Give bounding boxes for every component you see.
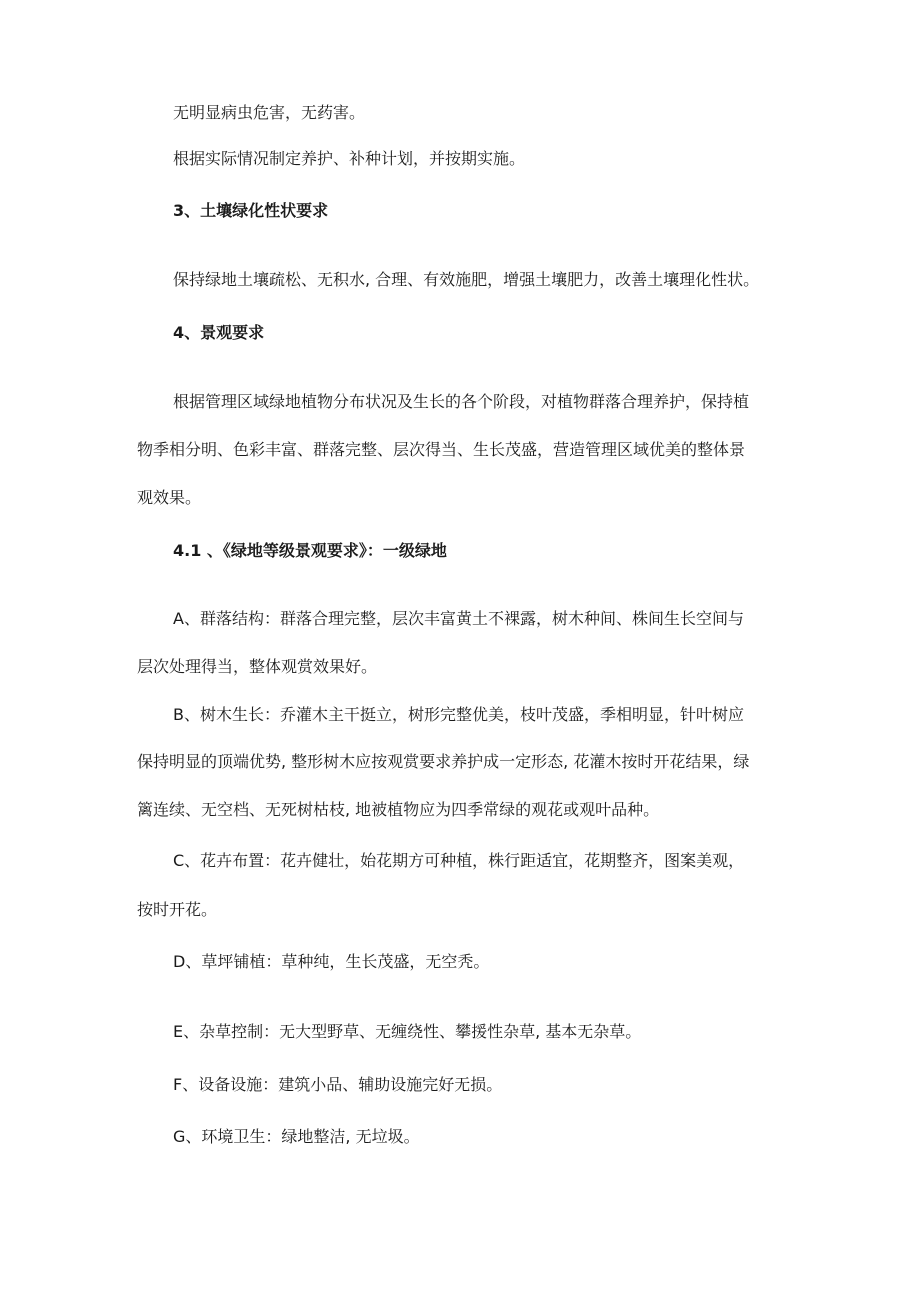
heading-soil-requirements: 3、土壤绿化性状要求 <box>173 201 329 220</box>
heading-first-grade-greenbelt: 4.1 、《绿地等级景观要求》：一级绿地 <box>173 541 447 560</box>
item-g: G、环境卫生：绿地整洁, 无垃圾。 <box>173 1127 420 1146</box>
item-d: D、草坪铺植：草种纯，生长茂盛，无空秃。 <box>173 952 490 971</box>
paragraph-pest-control: 无明显病虫危害，无药害。 <box>173 103 366 122</box>
item-b-line-3: 篱连续、无空档、无死树枯枝, 地被植物应为四季常绿的观花或观叶品种。 <box>137 800 660 819</box>
paragraph-maintenance-plan: 根据实际情况制定养护、补种计划，并按期实施。 <box>173 149 526 168</box>
paragraph-landscape-line-3: 观效果。 <box>137 488 202 507</box>
heading-landscape-requirements: 4、景观要求 <box>173 323 265 342</box>
item-c-line-1: C、花卉布置：花卉健壮，始花期方可种植，株行距适宜，花期整齐，图案美观， <box>173 851 745 870</box>
paragraph-landscape-line-1: 根据管理区域绿地植物分布状况及生长的各个阶段，对植物群落合理养护，保持植 <box>173 392 750 411</box>
item-b-line-1: B、树木生长：乔灌木主干挺立，树形完整优美，枝叶茂盛，季相明显，针叶树应 <box>173 705 744 724</box>
item-b-line-2: 保持明显的顶端优势, 整形树木应按观赏要求养护成一定形态, 花灌木按时开花结果，绿 <box>137 752 750 771</box>
paragraph-soil: 保持绿地土壤疏松、无积水, 合理、有效施肥，增强土壤肥力，改善土壤理化性状。 <box>173 270 760 289</box>
paragraph-landscape-line-2: 物季相分明、色彩丰富、群落完整、层次得当、生长茂盛，营造管理区域优美的整体景 <box>137 440 746 459</box>
item-a-line-2: 层次处理得当，整体观赏效果好。 <box>137 657 378 676</box>
item-f: F、设备设施：建筑小品、辅助设施完好无损。 <box>173 1075 503 1094</box>
item-a-line-1: A、群落结构：群落合理完整，层次丰富黄土不裸露，树木种间、株间生长空间与 <box>173 609 744 628</box>
item-e: E、杂草控制：无大型野草、无缠绕性、攀援性杂草, 基本无杂草。 <box>173 1022 642 1041</box>
item-c-line-2: 按时开花。 <box>137 900 218 919</box>
